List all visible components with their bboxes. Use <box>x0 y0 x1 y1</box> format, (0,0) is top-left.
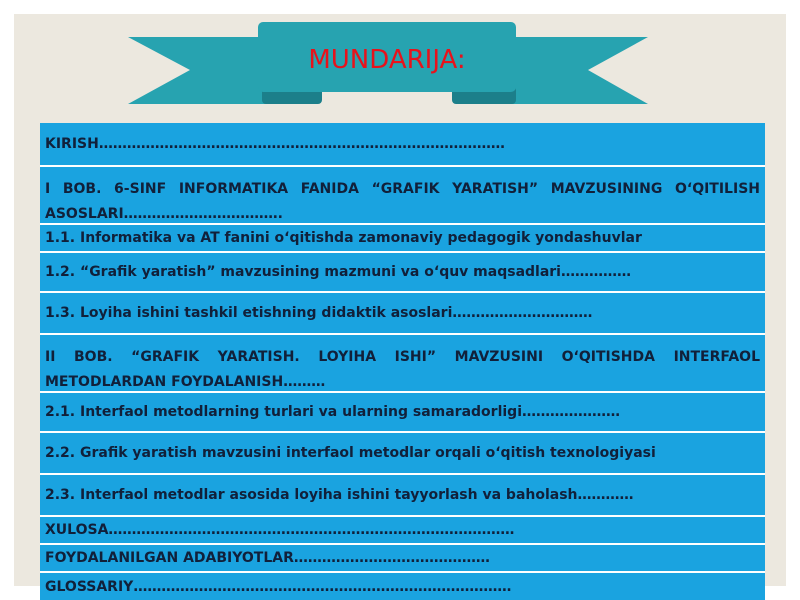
toc-item-chapter-2[interactable]: II BOB. “GRAFIK YARATISH. LOYIHA ISHI” MAVZUSINI O‘QITISHDA INTERFAOL METODLARDAN FOYDALANISH……… <box>40 333 765 391</box>
toc-item-glossariy[interactable]: GLOSSARIY……………………………………………………………………… <box>40 571 765 600</box>
toc-item-kirish[interactable]: KIRISH…………………………………………………………………………… <box>40 123 765 165</box>
toc-item-2-1[interactable]: 2.1. Interfaol metodlarning turlari va ularning samaradorligi………………… <box>40 391 765 431</box>
toc-item-chapter-1[interactable]: I BOB. 6-SINF INFORMATIKA FANIDA “GRAFIK YARATISH” MAVZUSINING O‘QITILISH ASOSLARI……………………………. <box>40 165 765 223</box>
toc-item-xulosa[interactable]: XULOSA…………………………………………………………………………… <box>40 515 765 543</box>
toc-item-1-1[interactable]: 1.1. Informatika va AT fanini o‘qitishda zamonaviy pedagogik yondashuvlar <box>40 223 765 251</box>
table-of-contents <box>40 123 765 600</box>
toc-item-2-2[interactable]: 2.2. Grafik yaratish mavzusini interfaol metodlar orqali o‘qitish texnologiyasi <box>40 431 765 473</box>
toc-item-1-2[interactable]: 1.2. “Grafik yaratish” mavzusining mazmuni va o‘quv maqsadlari…………… <box>40 251 765 291</box>
toc-item-adabiyotlar[interactable]: FOYDALANILGAN ADABIYOTLAR…………………………………… <box>40 543 765 571</box>
toc-item-2-3[interactable]: 2.3. Interfaol metodlar asosida loyiha ishini tayyorlash va baholash………… <box>40 473 765 515</box>
toc-item-1-3[interactable]: 1.3. Loyiha ishini tashkil etishning didaktik asoslari………………………… <box>40 291 765 333</box>
page-title: MUNDARIJA: <box>308 45 466 75</box>
